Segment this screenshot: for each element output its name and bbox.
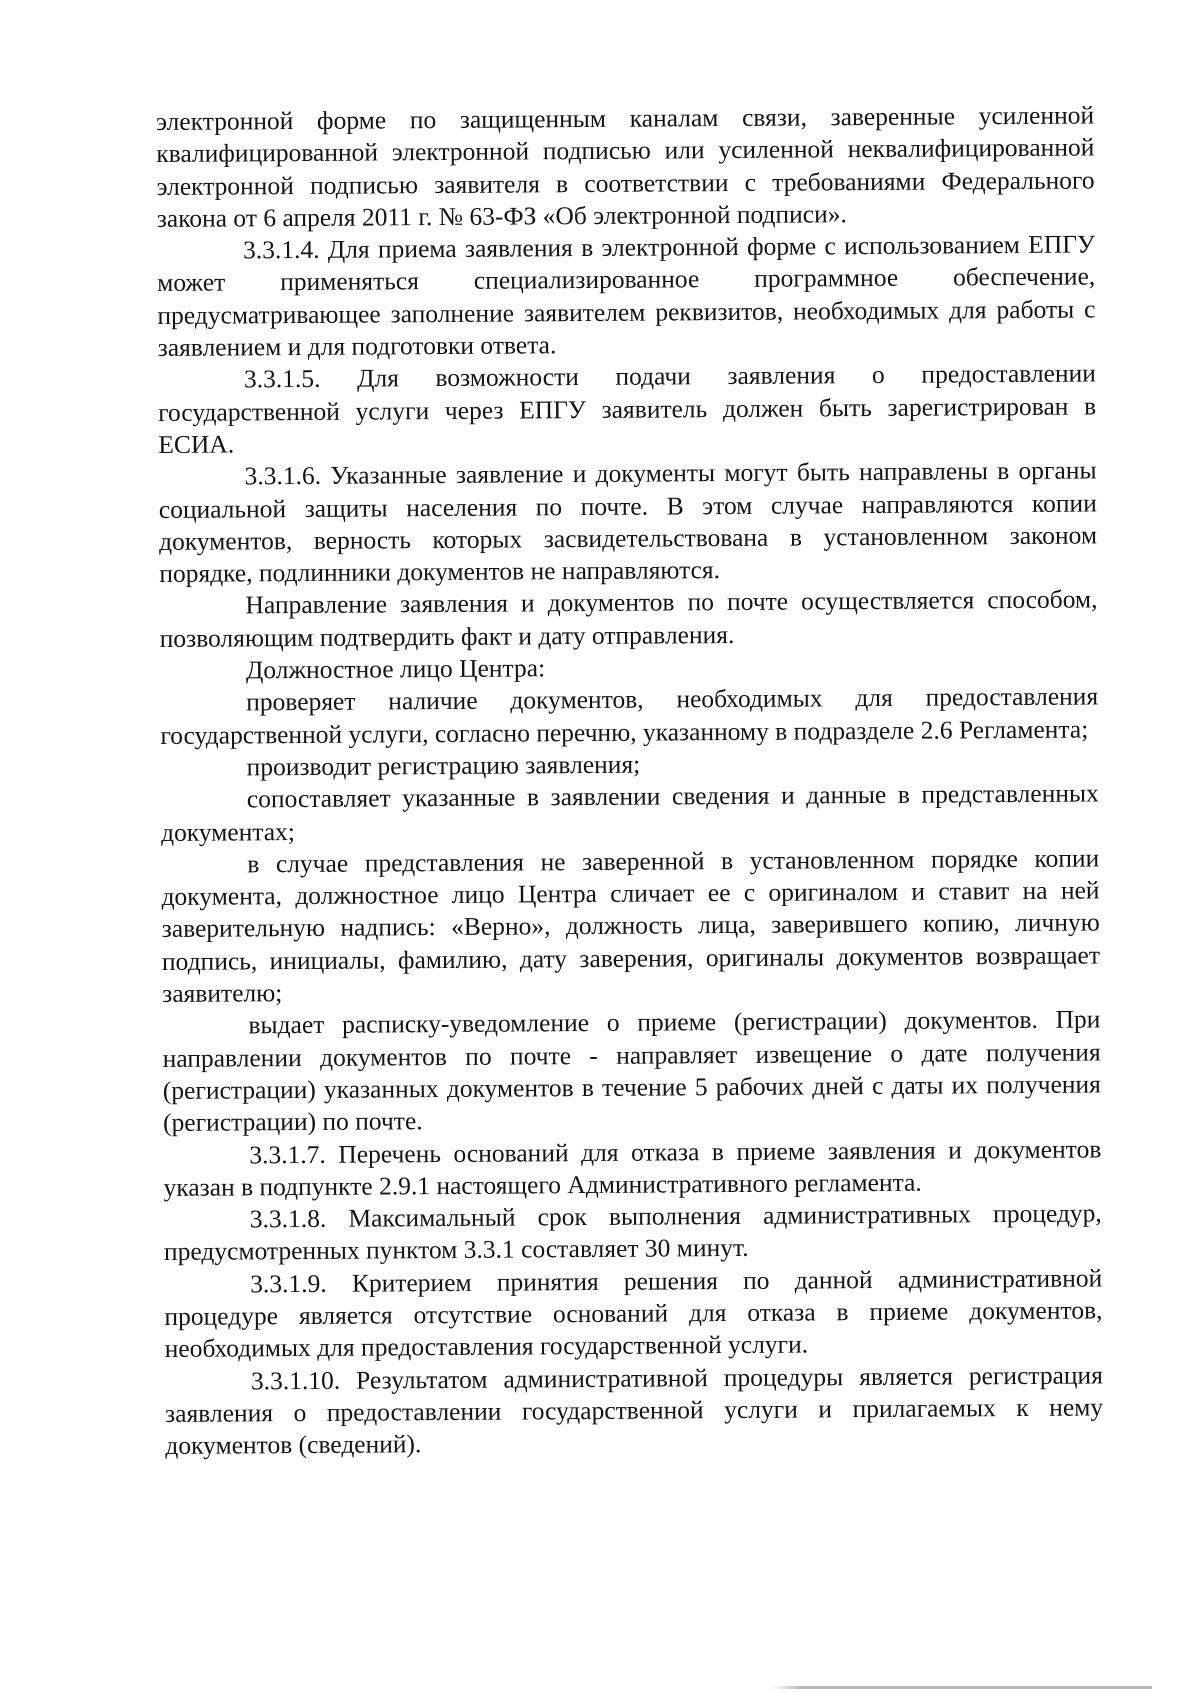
paragraph-3-3-1-9: 3.3.1.9. Критерием принятия решения по данной административной процедуре является отсутствие оснований для отказа в приеме документов, необходимых для предоставления государственной услуги. bbox=[164, 1263, 1103, 1364]
list-item-compares-data: сопоставляет указанные в заявлении сведения и данные в представленных документах; bbox=[160, 778, 1099, 847]
scan-edge-line bbox=[772, 1686, 1152, 1689]
list-item-checks-documents: проверяет наличие документов, необходимых для предоставления государственной услуги, согласно перечню, указанному в подразделе 2.6 Регламента; bbox=[160, 681, 1099, 750]
document-body bbox=[156, 99, 1103, 1462]
paragraph-3-3-1-7: 3.3.1.7. Перечень оснований для отказа в приеме заявления и документов указан в подпункте 2.9.1 настоящего Административного регламента. bbox=[163, 1133, 1102, 1202]
paragraph-3-3-1-10: 3.3.1.10. Результатом административной процедуры является регистрация заявления о предоставлении государственной услуги и прилагаемых к нему документов (сведений). bbox=[165, 1359, 1104, 1461]
paragraph-3-3-1-5: 3.3.1.5. Для возможности подачи заявления о предоставлении государственной услуги через ЕПГУ заявитель должен быть зарегистрирован в ЕСИА. bbox=[158, 358, 1097, 459]
list-item-registers-application: производит регистрацию заявления; bbox=[246, 749, 641, 782]
paragraph-3-3-1-8: 3.3.1.8. Максимальный срок выполнения административных процедур, предусмотренных пунктом 3.3.1 составляет 30 минут. bbox=[163, 1198, 1102, 1267]
list-item-issues-receipt: выдает расписку-уведомление о приеме (регистрации) документов. При направлении документов по почте - направляет извещение о дате получения (регистрации) указанных документов в течение 5 рабочих дней с даты их получения (регистрации) по почте. bbox=[162, 1004, 1101, 1138]
paragraph-official-intro: Должностное лицо Центра: bbox=[245, 653, 546, 685]
paragraph-continuation: электронной форме по защищенным каналам связи, заверенные усиленной квалифицированной электронной подписью или усиленной неквалифицированной электронной подписью заявителя в соответствии с требованиями Федерального закона от 6 апреля 2011 г. № 63-ФЗ «Об электронной подписи». bbox=[156, 100, 1095, 233]
list-item-certifies-copy: в случае представления не заверенной в установленном порядке копии документа, должностное лицо Центра сличает ее с оригиналом и ставит на ней заверительную надпись: «Верно», должность лица, заверившего копию, личную подпись, инициалы, фамилию, дату заверения, оригиналы документов возвращает заявителю; bbox=[161, 843, 1101, 1008]
paragraph-3-3-1-4: 3.3.1.4. Для приема заявления в электронной форме с использованием ЕПГУ может применяться специализированное программное обеспечение, предусматривающее заполнение заявителем реквизитов, необходимых для работы с заявлением и для подготовки ответа. bbox=[157, 229, 1096, 363]
paragraph-3-3-1-6: 3.3.1.6. Указанные заявление и документы могут быть направлены в органы социальной защиты населения по почте. В этом случае направляются копии документов, верность которых засвидетельствована в установленном законом порядке, подлинники документов не направляются. bbox=[158, 455, 1098, 589]
paragraph-mail-submission: Направление заявления и документов по почте осуществляется способом, позволяющим подтвердить факт и дату отправления. bbox=[159, 584, 1098, 653]
